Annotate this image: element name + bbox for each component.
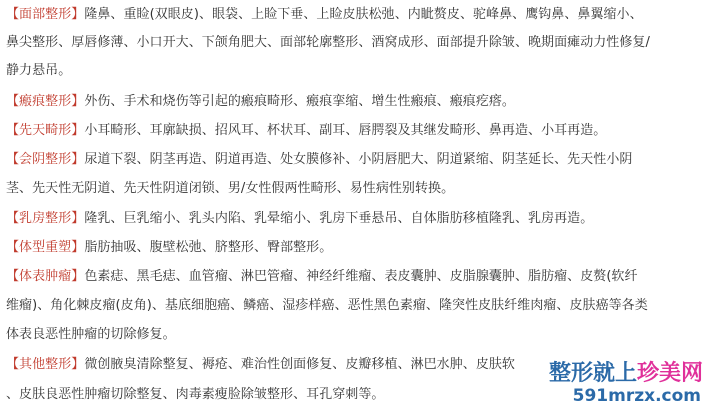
line-text: 外伤、手术和烧伤等引起的瘢痕畸形、瘢痕挛缩、增生性瘢痕、瘢痕疙瘩。 (84, 94, 515, 109)
line-text: 体表良恶性肿瘤的切除修复。 (6, 327, 176, 342)
category-tag: 【其他整形】 (6, 357, 85, 372)
line-text: 尿道下裂、阴茎再造、阴道再造、处女膜修补、小阴唇肥大、阴道紧缩、阴茎延长、先天性小阴 (84, 152, 633, 167)
category-tag: 【面部整形】 (6, 7, 85, 22)
watermark-slogan (549, 362, 703, 386)
line-text: 静力悬吊。 (6, 63, 72, 78)
category-tag: 【乳房整形】 (6, 211, 85, 226)
category-tag: 【先天畸形】 (6, 123, 85, 138)
text-line (6, 62, 71, 79)
line-text: 维瘤)、角化棘皮瘤(皮角)、基底细胞癌、鳞癌、湿疹样癌、恶性黑色素瘤、隆突性皮肤纤维肉瘤、皮肤癌等各类 (6, 298, 648, 313)
line-text: 脂肪抽吸、腹壁松弛、脐整形、臀部整形。 (84, 240, 333, 255)
category-tag: 【瘢痕整形】 (6, 94, 85, 109)
text-line (6, 326, 176, 343)
text-line (6, 210, 593, 227)
text-line (6, 297, 648, 314)
line-text: 鼻尖整形、厚唇修薄、小口开大、下颌角肥大、面部轮廓整形、酒窝成形、面部提升除皱、晚期面瘫动力性修复/ (6, 35, 650, 50)
text-line (6, 151, 632, 168)
category-tag: 【体型重塑】 (6, 240, 85, 255)
category-tag: 【会阴整形】 (6, 152, 85, 167)
text-line (6, 180, 454, 197)
text-line (6, 122, 606, 139)
category-tag: 【体表肿瘤】 (6, 269, 85, 284)
text-line (6, 34, 650, 51)
text-line (6, 386, 384, 403)
watermark-brand: 珍美网 (636, 361, 703, 386)
line-text: 微创腋臭清除整复、褥疮、难治性创面修复、皮瓣移植、淋巴水肿、皮肤软 (84, 357, 515, 372)
text-line (6, 93, 515, 110)
watermark-domain: 591mrzx.com (572, 386, 701, 406)
watermark-slogan-prefix: 整形就上 (548, 361, 637, 386)
site-watermark (549, 356, 709, 410)
line-text: 茎、先天性无阴道、先天性阴道闭锁、男/女性假两性畸形、易性病性别转换。 (6, 181, 455, 196)
text-line (6, 6, 643, 23)
text-line (6, 239, 332, 256)
line-text: 色素痣、黑毛痣、血管瘤、淋巴管瘤、神经纤维瘤、表皮囊肿、皮脂腺囊肿、脂肪瘤、皮赘(软纤 (84, 269, 638, 284)
line-text: 隆鼻、重睑(双眼皮)、眼袋、上睑下垂、上睑皮肤松弛、内眦赘皮、驼峰鼻、鹰钩鼻、鼻翼缩小、 (84, 7, 643, 22)
line-text: 、皮肤良恶性肿瘤切除整复、肉毒素瘦脸除皱整形、耳孔穿刺等。 (6, 387, 385, 402)
line-text: 隆乳、巨乳缩小、乳头内陷、乳晕缩小、乳房下垂悬吊、自体脂肪移植隆乳、乳房再造。 (84, 211, 594, 226)
line-text: 小耳畸形、耳廓缺损、招风耳、杯状耳、副耳、唇腭裂及其继发畸形、鼻再造、小耳再造。 (84, 123, 607, 138)
text-line (6, 356, 515, 373)
text-line (6, 268, 638, 285)
